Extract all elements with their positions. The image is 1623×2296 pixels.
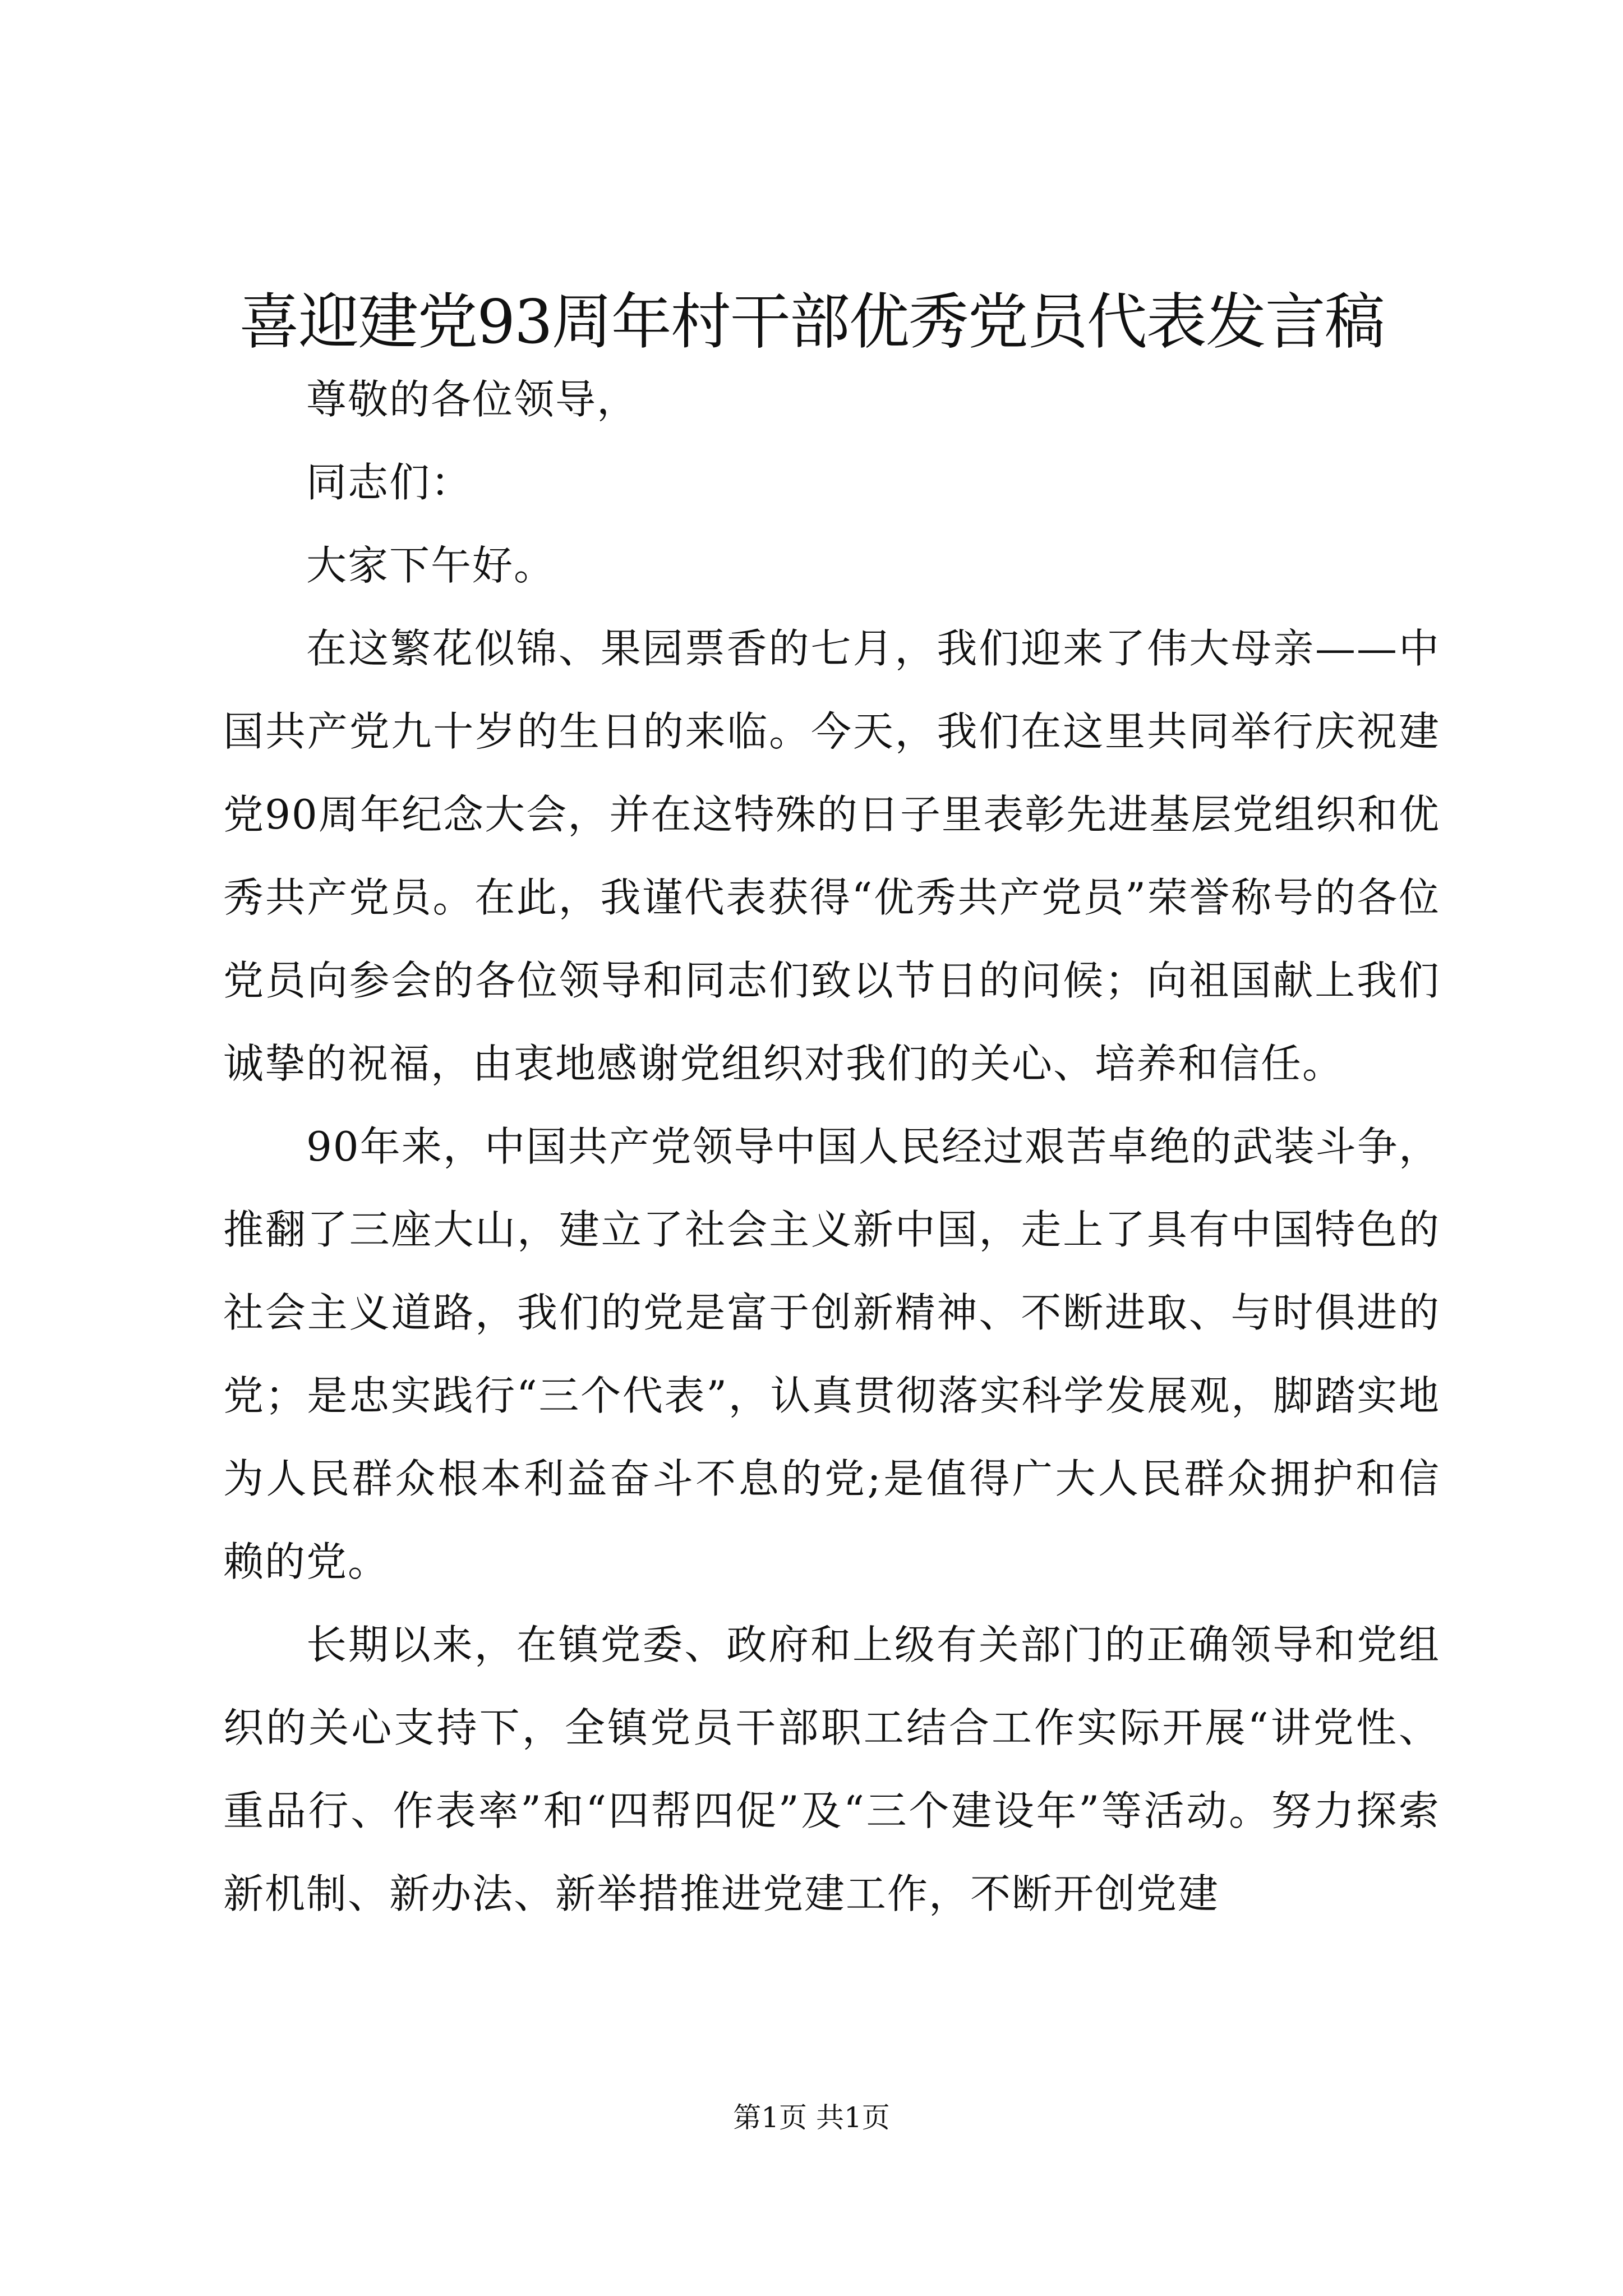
body-paragraph: 90年来，中国共产党领导中国人民经过艰苦卓绝的武装斗争，推翻了三座大山，建立了社会主义新中国，走上了具有中国特色的社会主义道路，我们的党是富于创新精神、不断进取、与时俱进的党；是忠实践行“三个代表”，认真贯彻落实科学发展观，脚踏实地为人民群众根本利益奋斗不息的党;是值得广大人民群众拥护和信赖的党。 [223,1123,1440,1585]
page-footer: 第1页 共1页 [733,2101,890,2134]
body-paragraph: 长期以来，在镇党委、政府和上级有关部门的正确领导和党组织的关心支持下，全镇党员干部职工结合工作实际开展“讲党性、重品行、作表率”和“四帮四促”及“三个建设年”等活动。努力探索新机制、新办法、新举措推进党建工作，不断开创党建 [223,1621,1440,1917]
document-body [223,358,1440,1935]
salutation-paragraph: 尊敬的各位领导， [306,376,639,423]
greeting-paragraph: 大家下午好。 [306,542,556,589]
salutation-paragraph: 同志们： [306,459,473,506]
body-paragraph: 在这繁花似锦、果园票香的七月，我们迎来了伟大母亲——中国共产党九十岁的生日的来临。今天，我们在这里共同举行庆祝建党90周年纪念大会，并在这特殊的日子里表彰先进基层党组织和优秀共产党员。在此，我谨代表获得“优秀共产党员”荣誉称号的各位党员向参会的各位领导和同志们致以节日的问候；向祖国献上我们诚挚的祝福，由衷地感谢党组织对我们的关心、培养和信任。 [223,625,1440,1087]
document-title: 喜迎建党93周年村干部优秀党员代表发言稿 [239,287,1384,357]
